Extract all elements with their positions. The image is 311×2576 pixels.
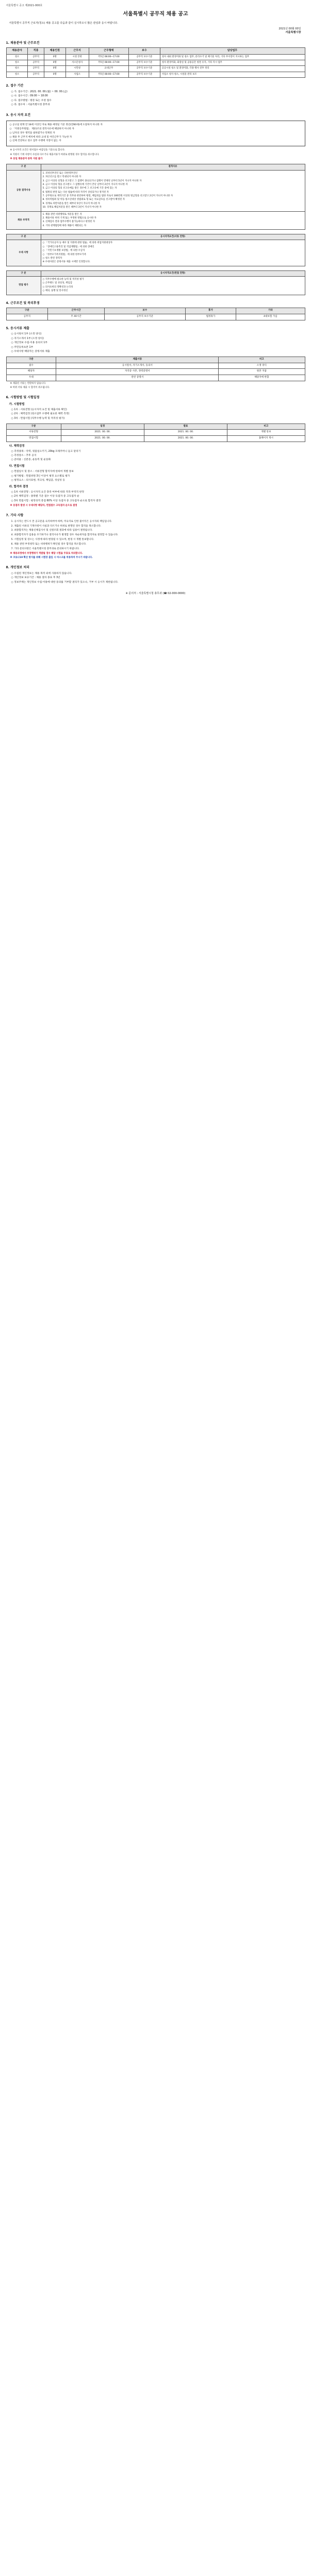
list-item: 3. 최종합격자는 채용신체검사서 및 신원조회 결과에 따라 임용이 결정됩니다.: [11, 529, 93, 532]
section-title: 4. 근무조건 및 복리후생: [6, 301, 40, 305]
list-item: 7. 공무원으로 재직기간 중 직무와 관련하여 횡령, 배임죄를 범한 자로서 300만원 이상의 벌금형을 선고받고 2년이 지나지 아니한 자: [42, 195, 173, 198]
table-row: 해당자 자격증 사본, 경력증명서 원본 지참: [6, 369, 305, 375]
announcement-page: [6, 0, 305, 606]
list-item: ○ 1차 서류전형 : 응시자격 요건 충족 여부에 따라 적격·부적격 판정: [11, 490, 84, 494]
list-item: 6. 법원의 판결 또는 다른 법률에 따라 자격이 상실되거나 정지된 자: [42, 191, 109, 194]
list-item: ○ 「지방공무원법」 제31조의 결격사유에 해당하지 아니한 자: [9, 127, 74, 130]
list-item: 5. 시험일정 및 장소는 사정에 따라 변경될 수 있으며, 변경 시 개별 통보합니다.: [11, 538, 94, 541]
table-row: 청소 공무직 0명 서소문청사 주5일 08:00~17:00 공무직 보수기준 청사 환경미화, 화장실 및 공용공간 청결 유지, 기타 지시 업무: [6, 60, 305, 66]
section-exam: [6, 396, 305, 507]
list-item: ○ 2차 체력검정 : 종목별 기준 점수 이상 득점자 중 고득점자 순: [11, 495, 79, 498]
table-row: 서류전형 2021. 00. 00. 2021. 00. 00. 개별 통보: [6, 430, 305, 436]
col-header: 일정: [61, 423, 144, 430]
list-item: 8. 성폭력범죄 및 아동·청소년대상 성범죄로 형 또는 치료감호를 선고받아 확정된 자: [42, 198, 125, 201]
list-item: ○ 우대사항 해당자는 증빙서류 제출: [11, 350, 50, 353]
list-item: ○ 3차 면접시험 : 평정성적 총점 60% 이상 득점자 중 고득점자 순으로 합격자 결정: [11, 499, 101, 502]
highlight-note: ※ 동일 채용분야 중복 지원 불가: [10, 158, 43, 161]
col-header: 휴가: [185, 308, 236, 314]
list-item: ○ 「장애인고용촉진 및 직업재활법」에 의한 장애인: [42, 245, 94, 248]
list-item: ○ 개인정보 수집·이용 동의서 1부: [11, 342, 47, 345]
list-item: ○ 「국가유공자 등 예우 및 지원에 관한 법률」에 의한 취업지원대상자: [42, 242, 112, 245]
col-header: 비고: [219, 357, 305, 363]
documents-table: [6, 357, 305, 381]
list-item: ○ 신체 건강하고 청소 업무 수행에 지장이 없는 자: [9, 140, 61, 143]
misc-list: [11, 520, 305, 551]
list-item: 4. 금고 이상의 형을 선고받고 그 집행유예 기간이 끝난 날부터 2년이 지나지 아니한 자: [42, 183, 128, 186]
col-header: 보수: [104, 308, 185, 314]
sub-title: 라. 합격자 결정: [9, 485, 28, 489]
section-qualification: [6, 113, 305, 295]
list-item: ○ 준비물 : 신분증, 운동복 및 운동화: [11, 459, 51, 462]
col-header: 기타: [236, 308, 305, 314]
list-item: ○ 「한부모가족지원법」에 의한 한부모가족: [42, 253, 87, 256]
sub-title: 나. 체력검정: [9, 444, 25, 448]
list-item: ○ 개인정보 보유기간 : 채용 절차 종료 후 3년: [11, 577, 60, 580]
col-header: 직종: [28, 48, 44, 54]
list-item: ○ 평가방법 : 면접위원 3인 이상이 평정 요소별로 평가: [11, 474, 70, 478]
col-header: 담당업무: [160, 48, 305, 54]
list-item: ○ 수집된 개인정보는 채용 목적 외에 사용하지 않습니다.: [11, 572, 72, 575]
section-title: 2. 접수 기간: [6, 84, 24, 88]
list-item: ○ 다. 접수방법 : 방문 또는 우편 접수: [11, 99, 52, 102]
list-item: 6. 채용 관련 부정청탁 또는 비위행위가 확인될 경우 합격을 취소합니다.: [11, 543, 87, 546]
list-item: ○ 채용 후 근무지 배치에 따라 교대 및 야간근무가 가능한 자: [9, 135, 72, 139]
period-list: [6, 91, 305, 107]
list-item: 1. 응시자는 반드시 본 공고문을 숙지하여야 하며, 미숙지로 인한 불이익은 응시자의 책임입니다.: [11, 520, 112, 523]
section-title: 5. 응시서류 제출: [6, 326, 29, 330]
interview-criteria-table: 구 분 응시자격요건(면접 전형) 면접 평가 ○ 직무수행에 필요한 능력 및 적격성 평가 ○ 근무태도 및 성실성, 책임감 ○ 의사표현의 정확성과 논리성 ○ 예의, 품행 및 봉사정신: [6, 270, 305, 295]
list-item: 7. 기타 문의사항은 서울특별시청 총무과로 문의하시기 바랍니다.: [11, 547, 80, 550]
sub-title: 가. 시험방법: [9, 403, 25, 406]
list-item: ○ 3차 : 면접시험 (직무수행 능력 및 적격성 평가): [11, 417, 65, 420]
table-row: 공무직 주 40시간 공무직 보수기준 법정휴가 4대보험 가입: [6, 314, 305, 320]
highlight-note: ※ 동점자 발생 시 우대사항 해당자, 면접점수 고득점자 순으로 결정: [10, 504, 77, 507]
schedule-table: [6, 423, 305, 442]
list-item: ○ 가. 접수기간 : 2021. 00. 00.(월) ~ 00. 00.(금): [11, 90, 68, 93]
row-label: 면접 평가: [6, 277, 41, 295]
privacy-list: [6, 572, 305, 585]
conditions-table: [6, 308, 305, 320]
row-label: 채용 부적격: [6, 211, 41, 230]
exam-method-list: [6, 409, 305, 421]
col-header: 제출서류: [56, 357, 219, 363]
col-header: 구분: [6, 308, 48, 314]
col-header: 보수: [129, 48, 160, 54]
list-item: ○ 근무태도 및 성실성, 책임감: [42, 282, 72, 285]
section-title: 6. 시험방법 및 시험일정: [6, 396, 40, 400]
list-item: 3. 신체검사 결과 업무수행이 불가능하다고 판정된 자: [42, 221, 95, 224]
hiring-table: [6, 47, 305, 78]
table-row: 우대 관련 증명서 해당자에 한함: [6, 375, 305, 381]
list-item: ○ 예의, 품행 및 봉사정신: [42, 290, 68, 293]
table-row: 필수 응시원서, 자기소개서, 동의서 소정 양식: [6, 363, 305, 369]
col-header: 근무시간: [48, 308, 105, 314]
list-item: ○ 응시원서 1부 (소정 양식): [11, 333, 42, 336]
fitness-list: [6, 450, 305, 463]
list-item: ○ 의사표현의 정확성과 논리성: [42, 285, 73, 289]
list-item: ○ 공고일 현재 만 18세 이상인 자로 채용 예정일 기준 정년(만60세)에 도달하지 아니한 자: [9, 124, 103, 127]
list-item: 5. 금고 이상의 형의 선고유예를 받은 경우에 그 선고유예 기간 중에 있는 자: [42, 187, 117, 190]
announcement-date: 2021년 00월 00일: [279, 27, 301, 30]
qualification-box: [6, 121, 305, 146]
note: ※ 지원서 기재 사항이 사실과 다르거나 제출서류가 허위로 판명될 경우 합격을 취소합니다.: [10, 153, 100, 156]
col-header: 발표: [144, 423, 227, 430]
disqualification-table: 구 분 결격사유 공통 결격사유 1. 피성년후견인 또는 피한정후견인 2. 파산선고를 받고 복권되지 아니한 자 3. 금고 이상의 실형을 선고받고 그 집행이 종료되거나 집행이 면제된 날부터 5년이 지나지 아니한 자 4. 금고 이상의 형을 선고받고 그 집행유예 기간이 끝난 날부터 2년이 지나지 아니한 자 5. 금고 이상의 형의 선고유예를 받은 경우에 그 선고유예 기간 중에 있는 자 6. 법원의 판결 또는 다른 법률에 따라 자격이 상실되거나 정지된 자 7. 공무원으로 재직기간 중 직무와 관련하여 횡령, 배임죄를 범한 자로서 300만원 이상의 벌금형을 선고받고 2년이 지나지 아니한 자 8. 성폭력범죄 및 아동·청소년대상 성범죄로 형 또는 치료감호를 선고받아 확정된 자 9. 징계로 파면처분을 받은 때부터 5년이 지나지 아니한 자 10. 징계로 해임처분을 받은 때부터 3년이 지나지 아니한 자 채용 부적격 1. 채용 관련 비위행위로 처분을 받은 자 2. 채용서류 허위 기재 또는 부정한 방법으로 응시한 자 3. 신체검사 결과 업무수행이 불가능하다고 판정된 자 4. 기타 관계법령에 따라 채용이 제한되는 자: [6, 164, 305, 230]
list-item: ○ 측정장소 : 추후 공지: [11, 454, 37, 457]
list-item: ○ 1차 : 서류전형 (응시자격 요건 및 제출서류 확인): [11, 408, 67, 411]
list-item: ○ 정보주체는 개인정보 수집·이용에 대한 동의를 거부할 권리가 있으나, 거부 시 응시가 제한됩니다.: [11, 581, 119, 584]
page-title: 서울특별시 공무직 채용 공고: [123, 11, 188, 18]
lead-text: 서울특별시 공무직 근로자(청소) 채용 공고를 다음과 같이 실시하오니 많은 관심과 응시 바랍니다.: [9, 21, 118, 25]
interview-list: [6, 470, 305, 483]
list-item: ○ 청소 관련 경력자: [42, 257, 62, 260]
col-header: 채용인원: [44, 48, 66, 54]
list-item: 3. 금고 이상의 실형을 선고받고 그 집행이 종료되거나 집행이 면제된 날부터 5년이 지나지 아니한 자: [42, 179, 142, 182]
issuer: 서울특별시장: [285, 31, 301, 35]
decision-list: [6, 491, 305, 503]
col-header: 구분: [6, 357, 56, 363]
list-item: ○ 나. 접수시간 : 09:00 ~ 18:00: [11, 95, 48, 98]
section-title: 8. 개인정보 처리: [6, 566, 29, 570]
list-item: ○ 측정종목 : 악력, 윗몸일으키기, 20kg 모래주머니 들고 달리기: [11, 450, 81, 453]
list-item: 2. 채용서류 허위 기재 또는 부정한 방법으로 응시한 자: [42, 216, 96, 219]
list-item: 4. 기타 관계법령에 따라 채용이 제한되는 자: [42, 224, 87, 227]
section-documents: [6, 327, 305, 390]
col-header: 근무형태: [89, 48, 128, 54]
row-label: 공통 결격사유: [6, 170, 41, 211]
table-row: 면접시험 2021. 00. 00. 2021. 00. 00. 홈페이지 게시: [6, 436, 305, 442]
section-title: 7. 기타 사항: [6, 514, 24, 518]
row-label: 우대 사항: [6, 240, 41, 266]
list-item: ○ 남자의 경우 병역을 필하였거나 면제된 자: [9, 131, 55, 134]
sub-title: 다. 면접시험: [9, 465, 25, 468]
contact-footer: ※ 문의처 : 서울특별시청 총무과 (☎ 02-000-0000): [125, 591, 186, 595]
warning-note: ※ 채용과정에서 부정행위가 적발될 경우 해당 시험을 무효로 처리합니다.: [10, 552, 83, 555]
note: ※ 응시자격 요건은 원서접수 마감일을 기준으로 합니다.: [10, 149, 66, 152]
list-item: ○ 라. 접수처 : 서울특별시청 총무과: [11, 104, 50, 107]
section-misc: [6, 514, 305, 560]
list-item: ○ 자기소개서 1부 (소정 양식): [11, 337, 44, 340]
col-header: 구분: [6, 423, 61, 430]
list-item: 1. 피성년후견인 또는 피한정후견인: [42, 172, 78, 175]
note: ※ 허위 서류 제출 시 합격이 취소됩니다.: [10, 386, 50, 389]
list-item: 4. 최종합격자가 임용을 포기하거나 결격사유가 발생할 경우 차순위자를 합격자로 결정할 수 있습니다.: [11, 534, 119, 537]
table-row: 청소 공무직 0명 사업소 주5일 08:00~17:00 공무직 보수기준 사업소 청사 청소, 시설물 관리 보조: [6, 72, 305, 77]
table-row: 청소 공무직 0명 시청 본관 주5일 08:00~17:00 공무직 보수기준 청사 내외 환경미화 및 청소 업무, 분리수거 및 폐기물 처리, 기타 부서장이 지시하는 업무: [6, 54, 305, 60]
documents-list: [6, 333, 305, 354]
section-title: 3. 응시 자격 요건: [6, 113, 30, 117]
section-hiring: [6, 41, 305, 78]
list-item: 10. 징계로 해임처분을 받은 때부터 3년이 지나지 아니한 자: [42, 206, 102, 209]
doc-number: 서울특별시 공고 제2021-000호: [6, 4, 43, 7]
section-conditions: [6, 301, 305, 320]
list-item: 2. 제출된 서류의 기재사항이 사실과 다르거나 허위로 판명된 경우 합격을 취소합니다.: [11, 524, 102, 528]
list-item: ○ 직무수행에 필요한 능력 및 적격성 평가: [42, 278, 84, 281]
list-item: ※ 우대사항은 증빙서류 제출 시에만 인정합니다.: [42, 261, 91, 264]
info-note: ※ 코로나19 확산 방지를 위해 시험장 출입 시 마스크를 착용하여 주시기 바랍니다.: [10, 556, 93, 559]
section-title: 1. 채용분야 및 근무조건: [6, 41, 40, 45]
col-header: 채용분야: [6, 48, 28, 54]
list-item: ○ 평정요소 : 의사표현, 적극성, 책임감, 성실성 등: [11, 479, 65, 482]
col-header: 근무지: [66, 48, 89, 54]
list-item: 9. 징계로 파면처분을 받은 때부터 5년이 지나지 아니한 자: [42, 202, 100, 205]
list-item: 1. 채용 관련 비위행위로 처분을 받은 자: [42, 213, 82, 216]
list-item: ○ 「국민기초생활 보장법」에 의한 수급자: [42, 249, 85, 252]
section-period: [6, 84, 305, 107]
col-header: 비고: [227, 423, 305, 430]
section-privacy: [6, 566, 305, 585]
note: ※ 제출된 서류는 반환하지 않습니다.: [10, 382, 46, 385]
preference-table: 구 분 응시자격요건(서류 전형) 우대 사항 ○ 「국가유공자 등 예우 및 지원에 관한 법률」에 의한 취업지원대상자 ○ 「장애인고용촉진 및 직업재활법」에 의한 장애인 ○ 「국민기초생활 보장법」에 의한 수급자 ○ 「한부모가족지원법」에 의한 한부모가족 ○ 청소 관련 경력자 ※ 우대사항은 증빙서류 제출 시에만 인정합니다.: [6, 234, 305, 266]
table-row: 청소 공무직 0명 시민청 교대근무 공무직 보수기준 공공시설 청소 및 환경미화, 각종 행사 전후 정리: [6, 66, 305, 72]
list-item: ○ 주민등록초본 1부: [11, 346, 34, 349]
list-item: 2. 파산선고를 받고 복권되지 아니한 자: [42, 176, 81, 179]
list-item: ○ 2차 : 체력검정 (청소업무 수행에 필요한 체력 측정): [11, 413, 70, 416]
list-item: ○ 면접일시 및 장소 : 서류전형 합격자에 한하여 개별 통보: [11, 470, 74, 473]
